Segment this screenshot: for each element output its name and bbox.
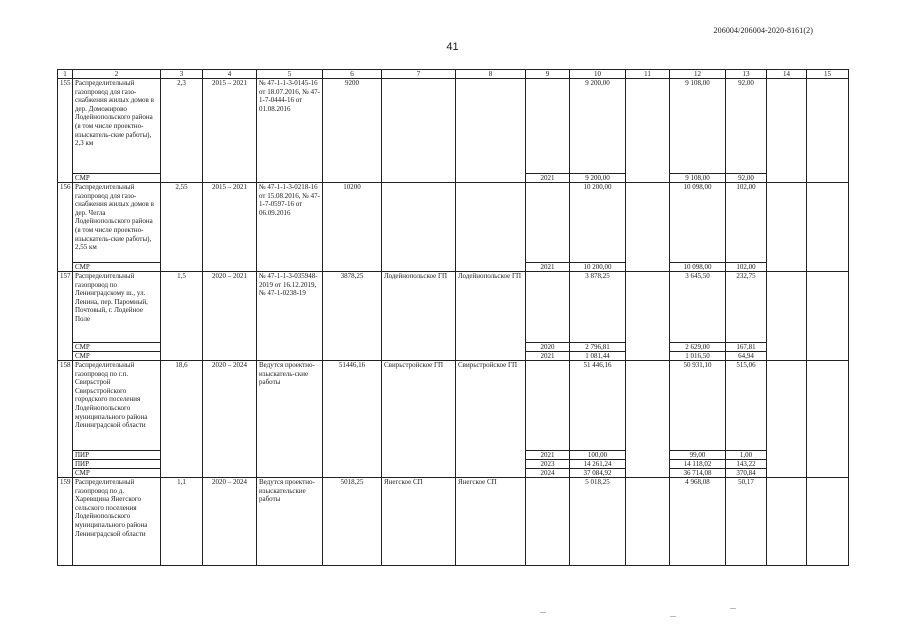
year-cell [526, 478, 570, 566]
row-number: 159 [58, 478, 73, 566]
row-number: 158 [58, 361, 73, 478]
estimated-cost: 10200 [323, 183, 382, 272]
length-km: 18,6 [161, 361, 203, 478]
local-budget: 102,00 [726, 183, 767, 263]
table-row [58, 478, 849, 566]
col-15 [807, 361, 849, 478]
local-budget: 50,17 [726, 478, 767, 566]
table-row [58, 361, 849, 451]
total-amount: 3 878,25 [570, 272, 626, 343]
row-number: 157 [58, 272, 73, 361]
work-type-label: СМР [73, 343, 161, 352]
local-budget: 1,00 [726, 451, 767, 460]
year-cell [526, 272, 570, 343]
row-number: 156 [58, 183, 73, 272]
length-km: 2,55 [161, 183, 203, 272]
total-amount: 51 446,16 [570, 361, 626, 451]
column-header: 4 [203, 70, 257, 79]
length-km: 1,5 [161, 272, 203, 361]
total-amount: 1 081,44 [570, 352, 626, 361]
year-cell [526, 183, 570, 263]
estimated-cost: 5018,25 [323, 478, 382, 566]
col-11 [626, 79, 670, 183]
municipality-recipient [456, 79, 526, 183]
work-type-label: СМР [73, 352, 161, 361]
col-11 [626, 361, 670, 478]
column-header: 2 [73, 70, 161, 79]
object-name: Распределительный газопровод по д. Харевщина Янегского сельского поселения Лодейнопольского муниципального района Ленинградской области [73, 478, 161, 566]
municipality-customer [382, 183, 456, 272]
table-row [58, 183, 849, 263]
total-amount: 9 200,00 [570, 174, 626, 183]
column-header: 10 [570, 70, 626, 79]
year-cell: 2020 [526, 343, 570, 352]
permit-info: № 47-1-1-3-0145-16 от 18.07.2016, № 47-1-7-0444-16 от 01.08.2016 [257, 79, 323, 183]
period: 2015 – 2021 [203, 183, 257, 272]
total-amount: 100,00 [570, 451, 626, 460]
object-name: Распределительный газопровод по г.п. Свирьстрой Свирьстройского городского поселения Лодейнопольского муниципального района Ленинградской области [73, 361, 161, 451]
table-row [58, 79, 849, 174]
column-header: 3 [161, 70, 203, 79]
year-cell: 2021 [526, 174, 570, 183]
length-km: 2,3 [161, 79, 203, 183]
permit-info: Ведутся проектно-изыскатель-ские работы [257, 361, 323, 478]
col-11 [626, 272, 670, 361]
scan-speck [670, 616, 676, 617]
object-name: Распределительный газопровод для газо-снабжения жилых домов в дер. Доможирово Лодейнопольского района (в том числе проектно-изыскатель-ские работы), 2,3 км [73, 79, 161, 174]
period: 2020 – 2024 [203, 361, 257, 478]
permit-info: № 47-1-1-3-0218-16 от 15.08.2016, № 47-1-7-0597-16 от 06.09.2016 [257, 183, 323, 272]
column-header: 15 [807, 70, 849, 79]
regional-budget: 99,00 [670, 451, 726, 460]
total-amount: 5 018,25 [570, 478, 626, 566]
year-cell: 2021 [526, 451, 570, 460]
work-type-label: СМР [73, 174, 161, 183]
table-row [58, 272, 849, 343]
regional-budget: 9 108,00 [670, 174, 726, 183]
municipality-recipient: Свирьстройское ГП [456, 361, 526, 478]
column-header: 13 [726, 70, 767, 79]
local-budget: 370,84 [726, 469, 767, 478]
col-11 [626, 478, 670, 566]
regional-budget: 1 016,50 [670, 352, 726, 361]
total-amount: 10 200,00 [570, 183, 626, 263]
column-header: 8 [456, 70, 526, 79]
local-budget: 232,75 [726, 272, 767, 343]
municipality-recipient [456, 183, 526, 272]
total-amount: 2 796,81 [570, 343, 626, 352]
local-budget: 64,94 [726, 352, 767, 361]
col-14 [767, 79, 807, 183]
col-14 [767, 272, 807, 361]
local-budget: 102,00 [726, 263, 767, 272]
regional-budget: 4 968,08 [670, 478, 726, 566]
col-15 [807, 79, 849, 183]
col-14 [767, 361, 807, 478]
data-table [57, 69, 849, 566]
total-amount: 10 200,00 [570, 263, 626, 272]
regional-budget: 50 931,10 [670, 361, 726, 451]
column-header: 12 [670, 70, 726, 79]
local-budget: 92,00 [726, 79, 767, 174]
municipality-customer [382, 79, 456, 183]
document-id: 206004/206004-2020-8161(2) [713, 26, 813, 35]
col-14 [767, 478, 807, 566]
table-header-row [58, 70, 849, 79]
col-11 [626, 183, 670, 272]
total-amount: 14 261,24 [570, 460, 626, 469]
period: 2020 – 2021 [203, 272, 257, 361]
object-name: Распределительный газопровод для газо-снабжения жилых домов в дер. Чегла Лодейнопольского района (в том числе проектно-изыскатель-ские работы), 2,55 км [73, 183, 161, 263]
regional-budget: 9 108,00 [670, 79, 726, 174]
municipality-customer: Янегское СП [382, 478, 456, 566]
year-cell: 2021 [526, 352, 570, 361]
year-cell: 2021 [526, 263, 570, 272]
scan-speck [730, 608, 736, 609]
regional-budget: 10 098,00 [670, 263, 726, 272]
column-header: 6 [323, 70, 382, 79]
col-15 [807, 183, 849, 272]
municipality-customer: Свирьстройское ГП [382, 361, 456, 478]
municipality-customer: Лодейнопольское ГП [382, 272, 456, 361]
year-cell: 2023 [526, 460, 570, 469]
local-budget: 167,81 [726, 343, 767, 352]
estimated-cost: 9200 [323, 79, 382, 183]
local-budget: 92,00 [726, 174, 767, 183]
object-name: Распределительный газопровод по Ленинградскому ш., ул. Ленина, пер. Паромный, Почтовый, г. Лодейное Поле [73, 272, 161, 343]
municipality-recipient: Лодейнопольское ГП [456, 272, 526, 361]
regional-budget: 10 098,00 [670, 183, 726, 263]
period: 2020 – 2024 [203, 478, 257, 566]
local-budget: 515,06 [726, 361, 767, 451]
permit-info: Ведутся проектно-изыскательские работы [257, 478, 323, 566]
estimated-cost: 51446,16 [323, 361, 382, 478]
total-amount: 9 200,00 [570, 79, 626, 174]
page-footer [0, 600, 905, 640]
municipality-recipient: Янегское СП [456, 478, 526, 566]
page-number: 41 [446, 41, 459, 53]
column-header: 14 [767, 70, 807, 79]
column-header: 1 [58, 70, 73, 79]
year-cell [526, 79, 570, 174]
local-budget: 143,22 [726, 460, 767, 469]
estimated-cost: 3878,25 [323, 272, 382, 361]
year-cell: 2024 [526, 469, 570, 478]
column-header: 11 [626, 70, 670, 79]
permit-info: № 47-1-1-3-035948-2019 от 16.12.2019, № 47-1-0238-19 [257, 272, 323, 361]
col-14 [767, 183, 807, 272]
work-type-label: ПИР [73, 460, 161, 469]
work-type-label: СМР [73, 263, 161, 272]
column-header: 7 [382, 70, 456, 79]
work-type-label: СМР [73, 469, 161, 478]
period: 2015 – 2021 [203, 79, 257, 183]
regional-budget: 14 118,02 [670, 460, 726, 469]
regional-budget: 3 645,50 [670, 272, 726, 343]
scan-speck [540, 612, 546, 613]
regional-budget: 36 714,08 [670, 469, 726, 478]
column-header: 5 [257, 70, 323, 79]
col-15 [807, 272, 849, 361]
total-amount: 37 084,92 [570, 469, 626, 478]
column-header: 9 [526, 70, 570, 79]
col-15 [807, 478, 849, 566]
regional-budget: 2 629,00 [670, 343, 726, 352]
length-km: 1,1 [161, 478, 203, 566]
work-type-label: ПИР [73, 451, 161, 460]
year-cell [526, 361, 570, 451]
row-number: 155 [58, 79, 73, 183]
